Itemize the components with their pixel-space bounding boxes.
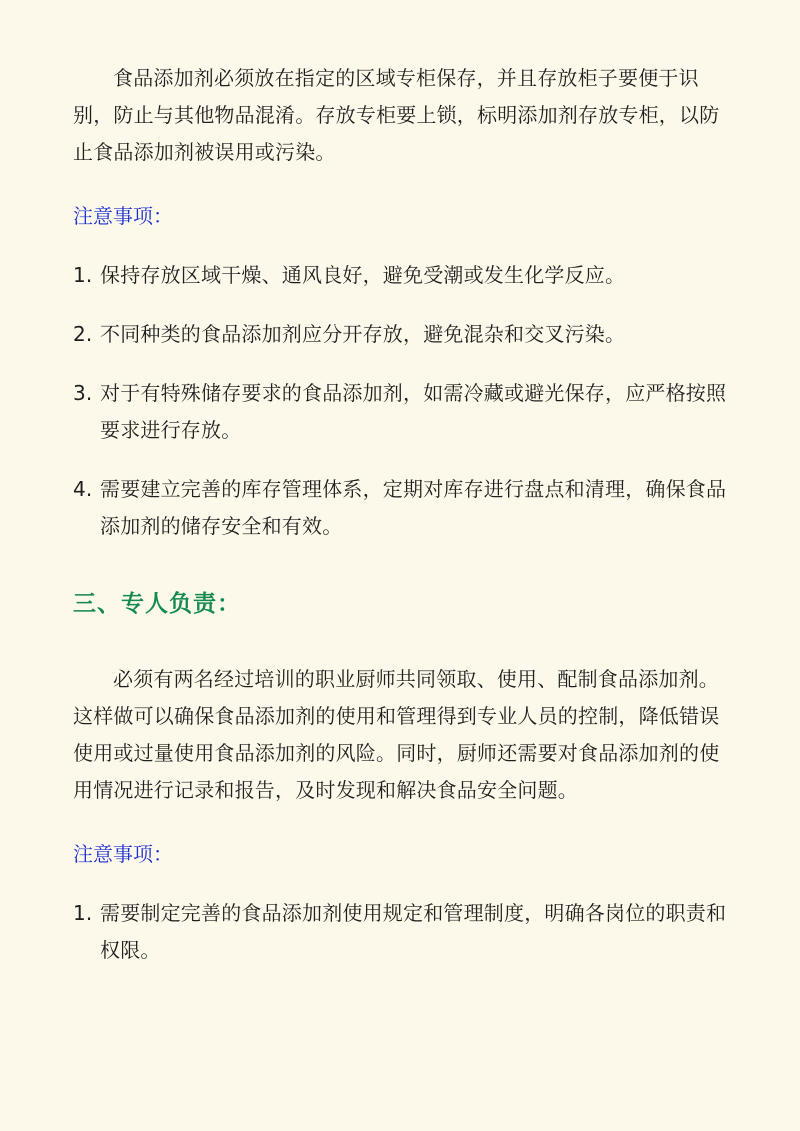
list-item (73, 257, 728, 294)
responsibility-paragraph: 必须有两名经过培训的职业厨师共同领取、使用、配制食品添加剂。这样做可以确保食品添加剂的使用和管理得到专业人员的控制，降低错误使用或过量使用食品添加剂的风险。同时，厨师还需要对食品添加剂的使用情况进行记录和报告，及时发现和解决食品安全问题。 (73, 667, 720, 802)
list-item-text: 需要制定完善的食品添加剂使用规定和管理制度，明确各岗位的职责和权限。 (100, 901, 727, 962)
list-item-number: 3. (73, 381, 93, 405)
list-item (73, 316, 728, 353)
notes-title: 注意事项： (73, 842, 173, 866)
list-item (73, 895, 728, 969)
storage-paragraph: 食品添加剂必须放在指定的区域专柜保存，并且存放柜子要便于识别，防止与其他物品混淆。存放专柜要上锁，标明添加剂存放专柜，以防止食品添加剂被误用或污染。 (73, 66, 720, 164)
list-item-text: 不同种类的食品添加剂应分开存放，避免混杂和交叉污染。 (100, 322, 626, 346)
list-item (73, 471, 728, 545)
list-item (73, 375, 728, 449)
list-item-text: 需要建立完善的库存管理体系，定期对库存进行盘点和清理，确保食品添加剂的储存安全和有效。 (100, 477, 727, 538)
list-item-number: 2. (73, 322, 93, 346)
list-item-number: 1. (73, 901, 93, 925)
list-item-number: 1. (73, 263, 93, 287)
list-item-number: 4. (73, 477, 93, 501)
list-item-text: 对于有特殊储存要求的食品添加剂，如需冷藏或避光保存，应严格按照要求进行存放。 (100, 381, 727, 442)
notes-title: 注意事项： (73, 204, 173, 228)
list-item-text: 保持存放区域干燥、通风良好，避免受潮或发生化学反应。 (100, 263, 626, 287)
section-heading: 三、专人负责： (73, 591, 241, 617)
